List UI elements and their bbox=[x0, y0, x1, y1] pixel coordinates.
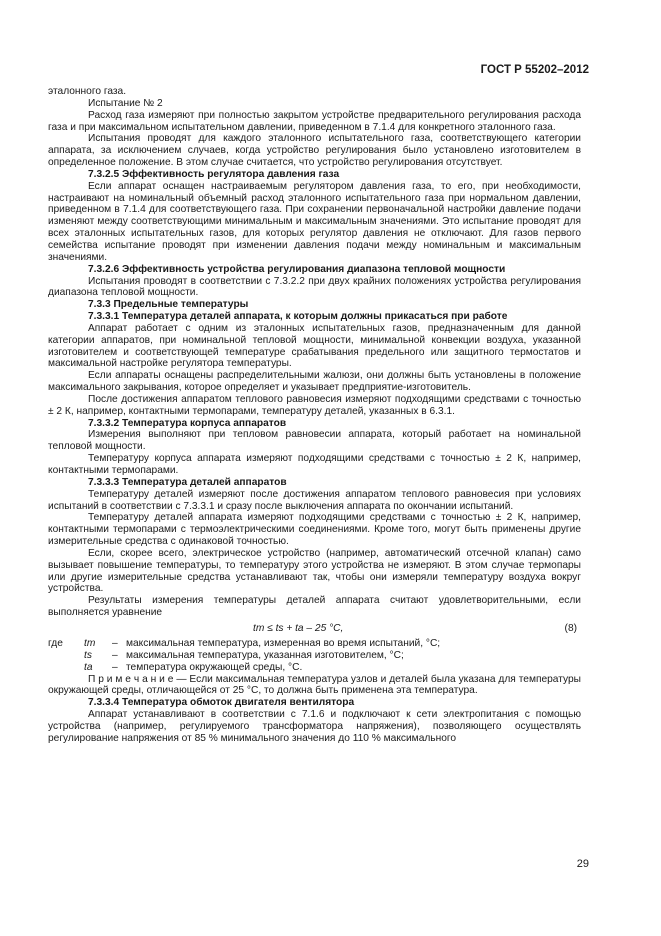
paragraph: эталонного газа. bbox=[48, 86, 127, 97]
legend-dash: – bbox=[112, 637, 118, 649]
paragraph: Если аппараты оснащены распределительными жалюзи, они должны быть установлены в положение максимального закрывания, которое определяет и указывает предприятие-изготовитель. bbox=[48, 370, 581, 394]
section-heading: 7.3.2.6 Эффективность устройства регулирования диапазона тепловой мощности bbox=[88, 263, 506, 275]
section-heading: 7.3.2.5 Эффективность регулятора давления газа bbox=[88, 168, 340, 180]
page-header: ГОСТ Р 55202–2012 bbox=[480, 64, 589, 76]
paragraph: Результаты измерения температуры деталей аппарата считают удовлетворительными, если выполняется уравнение bbox=[48, 595, 581, 619]
section-heading: 7.3.3.4 Температура обмоток двигателя вентилятора bbox=[88, 697, 355, 709]
paragraph: Измерения выполняют при тепловом равновесии аппарата, который работает на номинальной тепловой мощности. bbox=[48, 429, 581, 453]
section-heading: 7.3.3.3 Температура деталей аппаратов bbox=[88, 476, 287, 488]
equation-line bbox=[48, 622, 581, 636]
section-heading: 7.3.3.1 Температура деталей аппарата, к которым должны прикасаться при работе bbox=[88, 311, 508, 323]
paragraph: Температуру деталей аппарата измеряют подходящими средствами с точностью ± 2 К, например, контактными термопарами с термоэлектрическими соединениями. Кроме того, могут быть применены другие измерительные средства с одинаковой точностью. bbox=[48, 512, 581, 548]
paragraph: Испытания проводят для каждого эталонного испытательного газа, соответствующего категории аппарата, за исключением случаев, когда устройство регулирования было установлено изготовителем в определенное положение. В этом случае считается, что устройство регулирования отсутствует. bbox=[48, 133, 581, 169]
paragraph: Аппарат устанавливают в соответствии с 7.1.6 и подключают к сети электропитания с помощью устройства (например, регулируемого трансформатора напряжения), позволяющего осуществлять регулирование напряжения от 85 % минимального значения до 110 % максимального bbox=[48, 709, 581, 744]
legend-row bbox=[48, 638, 581, 650]
paragraph: После достижения аппаратом теплового равновесия измеряют подходящими средствами с точностью ± 2 К, например, контактными термопарами, температуру деталей, указанных в 6.3.1. bbox=[48, 393, 581, 417]
legend-where-label bbox=[48, 650, 84, 662]
equation-number: (8) bbox=[564, 622, 577, 634]
paragraph: Если аппарат оснащен настраиваемым регулятором давления газа, то его, при необходимости, настраивают на номинальный объемный расход эталонного испытательного газа при нормальном давлении, приведенном в 7.1.4 для соответствующего газа. При сохранении первоначальной настройки давление подачи изменяют между соответствующими минимальным и максимальным значениями. Это испытание проводят для всех эталонных испытательных газов, для которых регулятор давления не отключают. Для газов первого семейства испытание проводят при изменении давления подачи между номинальным и максимальным значениями. bbox=[48, 180, 581, 263]
paragraph: Если, скорее всего, электрическое устройство (например, автоматический отсечной клапан) само вызывает повышение температуры, то температуру этого устройства не измеряют. В этом случае термопары или другие измерительные средства устанавливают так, чтобы они измеряли температуру воздуха вокруг устройства. bbox=[48, 547, 581, 595]
document-body bbox=[48, 86, 581, 745]
paragraph: Испытания проводят в соответствии с 7.3.2.2 при двух крайних положениях устройства регулирования диапазона тепловой мощности. bbox=[48, 275, 581, 299]
legend-row bbox=[48, 650, 581, 662]
legend-symbol: tm bbox=[84, 637, 96, 649]
equation-legend bbox=[48, 638, 581, 674]
section-heading: 7.3.3.2 Температура корпуса аппаратов bbox=[88, 417, 287, 429]
legend-symbol: ta bbox=[84, 661, 93, 673]
legend-description: максимальная температура, указанная изготовителем, °C; bbox=[126, 649, 404, 661]
equation: tm ≤ ts + ta – 25 °C, bbox=[253, 622, 344, 634]
page-number: 29 bbox=[576, 858, 589, 870]
text-block-2 bbox=[48, 674, 581, 745]
legend-description: температура окружающей среды, °C. bbox=[126, 661, 303, 673]
paragraph: Температуру корпуса аппарата измеряют подходящими средствами с точностью ± 2 К, например, контактными термопарами. bbox=[48, 453, 581, 476]
legend-description: максимальная температура, измеренная во время испытаний, °C; bbox=[126, 637, 441, 649]
legend-dash: – bbox=[112, 661, 118, 673]
legend-where-label: где bbox=[48, 637, 63, 649]
section-heading: 7.3.3 Предельные температуры bbox=[88, 299, 249, 311]
paragraph: Расход газа измеряют при полностью закрытом устройстве предварительного регулирования расхода газа и при максимальном испытательном давлении, приведенном в 7.1.4 для конкретного эталонного газа. bbox=[48, 109, 581, 133]
paragraph: Испытание № 2 bbox=[88, 97, 163, 109]
paragraph: Аппарат работает с одним из эталонных испытательных газов, предназначенным для данной категории аппаратов, при номинальной тепловой мощности, минимальной конвекции воздуха, указанной изготовителем и соответствующей температуре срабатывания предельного или защитного термостатов и максимальной настройке регулятора температуры. bbox=[48, 322, 581, 370]
legend-dash: – bbox=[112, 649, 118, 661]
paragraph: П р и м е ч а н и е — Если максимальная температура узлов и деталей была указана для температуры окружающей среды, отличающейся от 25 °C, то должна быть применена эта температура. bbox=[48, 673, 581, 697]
legend-symbol: ts bbox=[84, 649, 92, 661]
legend-row bbox=[48, 662, 581, 674]
paragraph: Температуру деталей измеряют после достижения аппаратом теплового равновесия при условиях испытаний в соответствии с 7.3.3.1 и сразу после выключения аппарата по окончании испытаний. bbox=[48, 488, 581, 512]
legend-where-label bbox=[48, 662, 84, 674]
text-block-1 bbox=[48, 86, 581, 619]
